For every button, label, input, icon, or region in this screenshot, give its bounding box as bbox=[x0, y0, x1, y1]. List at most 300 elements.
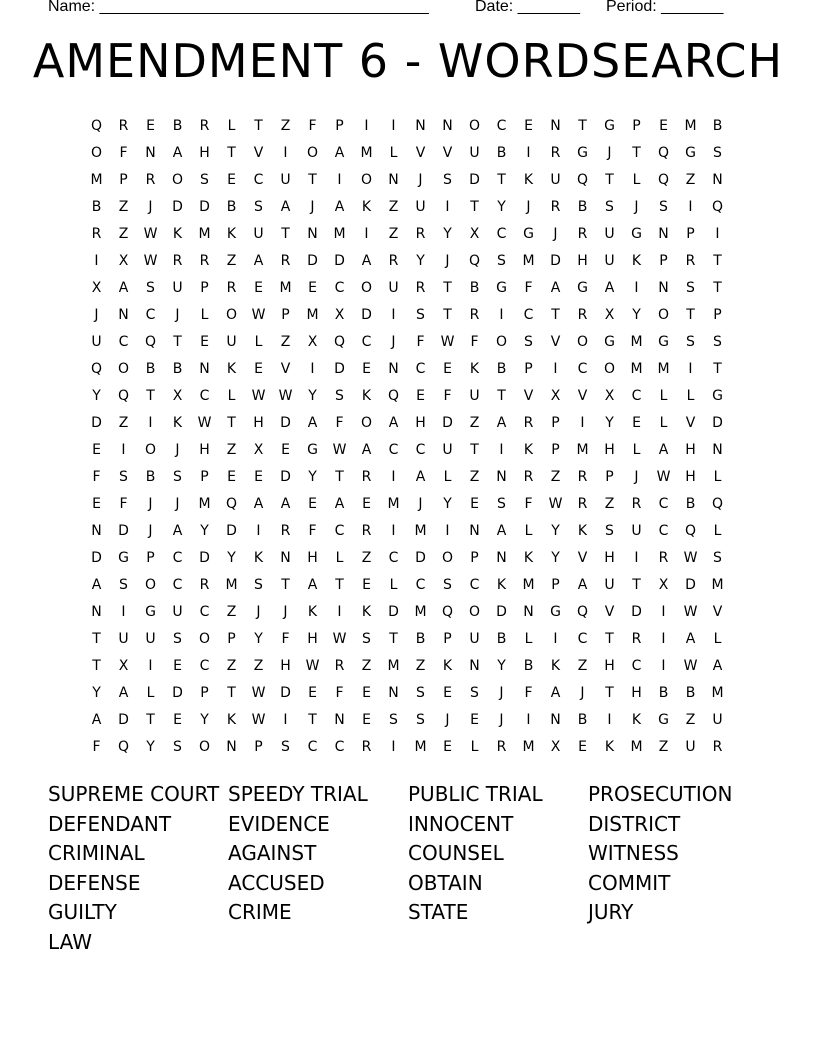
grid-letter: I bbox=[391, 117, 396, 134]
grid-letter: G bbox=[550, 603, 561, 620]
grid-letter: R bbox=[280, 522, 291, 539]
grid-letter: L bbox=[200, 306, 209, 323]
grid-letter: V bbox=[523, 387, 534, 404]
grid-letter: I bbox=[364, 117, 369, 134]
grid-letter: T bbox=[686, 306, 695, 323]
grid-letter: U bbox=[415, 198, 426, 215]
grid-letter: I bbox=[634, 549, 639, 566]
grid-letter: B bbox=[226, 198, 237, 215]
grid-letter: N bbox=[388, 171, 399, 188]
grid-letter: X bbox=[550, 738, 561, 755]
grid-letter: E bbox=[200, 333, 209, 350]
grid-letter: A bbox=[334, 198, 345, 215]
grid-letter: O bbox=[468, 117, 481, 134]
grid-letter: S bbox=[416, 711, 425, 728]
grid-letter: V bbox=[253, 144, 264, 161]
grid-letter: K bbox=[523, 441, 534, 458]
grid-letter: R bbox=[91, 225, 102, 242]
grid-letter: U bbox=[604, 225, 615, 242]
grid-letter: G bbox=[631, 225, 642, 242]
grid-letter: Z bbox=[550, 468, 561, 485]
grid-letter: R bbox=[550, 198, 561, 215]
grid-letter: E bbox=[281, 441, 290, 458]
grid-letter: B bbox=[469, 279, 480, 296]
grid-letter: E bbox=[173, 711, 182, 728]
grid-letter: Y bbox=[227, 549, 236, 566]
grid-letter: T bbox=[578, 117, 587, 134]
grid-letter: H bbox=[415, 414, 426, 431]
grid-letter: C bbox=[577, 360, 588, 377]
grid-letter: E bbox=[362, 711, 371, 728]
grid-letter: T bbox=[605, 630, 614, 647]
grid-letter: A bbox=[118, 684, 129, 701]
grid-letter: P bbox=[605, 468, 614, 485]
grid-letter: C bbox=[253, 171, 264, 188]
grid-letter: M bbox=[387, 657, 400, 674]
grid-letter: A bbox=[685, 630, 696, 647]
grid-letter: X bbox=[118, 252, 129, 269]
grid-letter: A bbox=[280, 198, 291, 215]
grid-letter: R bbox=[415, 279, 426, 296]
grid-letter: Z bbox=[388, 225, 399, 242]
grid-letter: Y bbox=[551, 522, 560, 539]
grid-letter: D bbox=[307, 252, 318, 269]
grid-letter: S bbox=[146, 279, 155, 296]
grid-letter: L bbox=[713, 468, 722, 485]
grid-letter: I bbox=[661, 630, 666, 647]
grid-letter: E bbox=[443, 684, 452, 701]
grid-letter: M bbox=[522, 738, 535, 755]
grid-letter: S bbox=[362, 630, 371, 647]
grid-letter: D bbox=[550, 252, 561, 269]
word-list-item: COUNSEL bbox=[408, 841, 504, 865]
grid-letter: E bbox=[254, 360, 263, 377]
grid-letter: Y bbox=[551, 549, 560, 566]
grid-letter: Y bbox=[92, 387, 101, 404]
grid-letter: Y bbox=[254, 630, 263, 647]
grid-letter: A bbox=[307, 414, 318, 431]
grid-letter: A bbox=[361, 252, 372, 269]
grid-letter: P bbox=[281, 306, 290, 323]
grid-letter: R bbox=[469, 306, 480, 323]
grid-letter: J bbox=[445, 711, 450, 728]
grid-letter: C bbox=[469, 576, 480, 593]
grid-letter: M bbox=[630, 333, 643, 350]
grid-letter: R bbox=[577, 468, 588, 485]
grid-letter: D bbox=[388, 603, 399, 620]
grid-letter: I bbox=[607, 711, 612, 728]
grid-letter: K bbox=[226, 360, 237, 377]
grid-letter: N bbox=[145, 144, 156, 161]
grid-letter: A bbox=[550, 684, 561, 701]
grid-letter: Y bbox=[92, 684, 101, 701]
grid-letter: Z bbox=[388, 198, 399, 215]
grid-letter: S bbox=[686, 279, 695, 296]
grid-letter: I bbox=[283, 711, 288, 728]
grid-letter: U bbox=[172, 603, 183, 620]
grid-letter: K bbox=[361, 603, 372, 620]
grid-letter: Y bbox=[308, 468, 317, 485]
grid-letter: A bbox=[91, 711, 102, 728]
grid-letter: Z bbox=[118, 414, 129, 431]
grid-letter: J bbox=[418, 171, 423, 188]
grid-letter: J bbox=[526, 198, 531, 215]
grid-letter: P bbox=[470, 549, 479, 566]
grid-letter: Y bbox=[443, 495, 452, 512]
grid-letter: Z bbox=[415, 657, 426, 674]
grid-letter: C bbox=[388, 441, 399, 458]
grid-letter: B bbox=[523, 657, 534, 674]
grid-letter: W bbox=[683, 657, 698, 674]
grid-letter: M bbox=[306, 306, 319, 323]
word-list-item: DEFENDANT bbox=[48, 811, 172, 836]
grid-letter: L bbox=[443, 468, 452, 485]
grid-letter: D bbox=[685, 576, 696, 593]
grid-letter: A bbox=[172, 522, 183, 539]
grid-letter: S bbox=[713, 333, 722, 350]
grid-letter: D bbox=[280, 468, 291, 485]
grid-letter: Z bbox=[685, 171, 696, 188]
grid-letter: C bbox=[334, 522, 345, 539]
grid-letter: R bbox=[577, 495, 588, 512]
grid-letter: B bbox=[577, 198, 588, 215]
grid-letter: N bbox=[280, 549, 291, 566]
grid-letter: B bbox=[577, 711, 588, 728]
grid-letter: K bbox=[172, 225, 183, 242]
grid-letter: M bbox=[711, 576, 724, 593]
grid-letter: M bbox=[225, 576, 238, 593]
grid-letter: R bbox=[199, 117, 210, 134]
grid-letter: W bbox=[332, 441, 347, 458]
grid-letter: N bbox=[199, 360, 210, 377]
grid-letter: N bbox=[712, 171, 723, 188]
grid-letter: I bbox=[391, 522, 396, 539]
grid-letter: B bbox=[172, 117, 183, 134]
grid-letter: E bbox=[92, 495, 101, 512]
grid-letter: D bbox=[280, 684, 291, 701]
grid-letter: U bbox=[226, 333, 237, 350]
grid-letter: J bbox=[175, 306, 180, 323]
grid-letter: P bbox=[632, 117, 641, 134]
grid-letter: P bbox=[200, 279, 209, 296]
grid-letter: S bbox=[605, 522, 614, 539]
grid-letter: A bbox=[253, 252, 264, 269]
grid-letter: Y bbox=[497, 657, 506, 674]
grid-letter: U bbox=[172, 279, 183, 296]
grid-letter: E bbox=[659, 117, 668, 134]
grid-letter: D bbox=[631, 603, 642, 620]
grid-letter: R bbox=[712, 738, 723, 755]
word-list-item: LAW bbox=[48, 929, 92, 954]
grid-letter: X bbox=[118, 657, 129, 674]
grid-letter: L bbox=[335, 549, 344, 566]
grid-letter: T bbox=[308, 711, 317, 728]
grid-letter: X bbox=[307, 333, 318, 350]
grid-letter: R bbox=[226, 279, 237, 296]
grid-letter: V bbox=[550, 333, 561, 350]
grid-letter: E bbox=[578, 738, 587, 755]
grid-letter: R bbox=[550, 144, 561, 161]
grid-letter: A bbox=[388, 414, 399, 431]
grid-letter: C bbox=[415, 576, 426, 593]
grid-letter: C bbox=[199, 387, 210, 404]
grid-letter: V bbox=[685, 414, 696, 431]
grid-letter: E bbox=[470, 495, 479, 512]
grid-letter: Z bbox=[118, 198, 129, 215]
grid-letter: B bbox=[712, 117, 723, 134]
grid-letter: U bbox=[253, 225, 264, 242]
grid-letter: U bbox=[280, 171, 291, 188]
grid-letter: E bbox=[146, 117, 155, 134]
grid-letter: Z bbox=[226, 441, 237, 458]
grid-letter: S bbox=[119, 468, 128, 485]
grid-letter: C bbox=[523, 306, 534, 323]
grid-letter: N bbox=[658, 225, 669, 242]
grid-letter: I bbox=[688, 198, 693, 215]
grid-letter: A bbox=[415, 468, 426, 485]
grid-letter: S bbox=[200, 171, 209, 188]
grid-letter: K bbox=[550, 657, 561, 674]
grid-letter: O bbox=[603, 360, 616, 377]
grid-letter: S bbox=[443, 171, 452, 188]
grid-letter: C bbox=[496, 117, 507, 134]
grid-letter: O bbox=[441, 549, 454, 566]
grid-letter: P bbox=[146, 549, 155, 566]
grid-letter: E bbox=[524, 117, 533, 134]
grid-letter: S bbox=[416, 306, 425, 323]
grid-letter: E bbox=[227, 468, 236, 485]
grid-letter: B bbox=[415, 630, 426, 647]
grid-letter: R bbox=[199, 576, 210, 593]
grid-letter: V bbox=[442, 144, 453, 161]
grid-letter: V bbox=[604, 603, 615, 620]
grid-letter: T bbox=[632, 576, 641, 593]
grid-letter: O bbox=[306, 144, 319, 161]
grid-letter: A bbox=[307, 576, 318, 593]
grid-letter: W bbox=[332, 630, 347, 647]
grid-letter: U bbox=[631, 522, 642, 539]
grid-letter: B bbox=[91, 198, 102, 215]
name-field: Name: _____________________________________ bbox=[48, 0, 429, 15]
grid-letter: P bbox=[524, 360, 533, 377]
word-list-item: INNOCENT bbox=[408, 811, 514, 836]
grid-letter: C bbox=[199, 603, 210, 620]
grid-letter: D bbox=[280, 414, 291, 431]
grid-letter: G bbox=[577, 144, 588, 161]
grid-letter: E bbox=[227, 171, 236, 188]
grid-letter: N bbox=[469, 657, 480, 674]
grid-letter: R bbox=[631, 495, 642, 512]
grid-letter: I bbox=[499, 441, 504, 458]
grid-letter: T bbox=[92, 630, 101, 647]
grid-letter: A bbox=[361, 441, 372, 458]
grid-letter: J bbox=[607, 144, 612, 161]
letter-grid bbox=[83, 112, 731, 760]
grid-letter: C bbox=[631, 657, 642, 674]
grid-letter: R bbox=[361, 522, 372, 539]
grid-letter: M bbox=[711, 684, 724, 701]
grid-letter: K bbox=[577, 522, 588, 539]
grid-letter: T bbox=[389, 630, 398, 647]
grid-letter: Q bbox=[387, 387, 400, 404]
grid-letter: M bbox=[198, 225, 211, 242]
grid-letter: G bbox=[604, 333, 615, 350]
grid-letter: U bbox=[712, 711, 723, 728]
grid-letter: L bbox=[659, 414, 668, 431]
grid-letter: O bbox=[657, 306, 670, 323]
grid-letter: M bbox=[387, 495, 400, 512]
grid-letter: J bbox=[175, 495, 180, 512]
grid-letter: R bbox=[172, 252, 183, 269]
grid-letter: S bbox=[686, 333, 695, 350]
grid-letter: F bbox=[308, 522, 317, 539]
grid-letter: E bbox=[362, 360, 371, 377]
grid-letter: X bbox=[658, 576, 669, 593]
grid-letter: C bbox=[415, 441, 426, 458]
grid-letter: C bbox=[199, 657, 210, 674]
grid-letter: Z bbox=[658, 738, 669, 755]
grid-letter: E bbox=[308, 279, 317, 296]
grid-letter: T bbox=[551, 306, 560, 323]
grid-letter: U bbox=[604, 576, 615, 593]
grid-letter: A bbox=[280, 495, 291, 512]
grid-letter: T bbox=[605, 684, 614, 701]
word-list-item: ACCUSED bbox=[228, 870, 325, 895]
grid-letter: M bbox=[414, 522, 427, 539]
grid-letter: J bbox=[445, 252, 450, 269]
grid-letter: M bbox=[630, 360, 643, 377]
grid-letter: S bbox=[389, 711, 398, 728]
grid-letter: Z bbox=[253, 657, 264, 674]
grid-letter: B bbox=[496, 630, 507, 647]
grid-letter: F bbox=[119, 144, 128, 161]
grid-letter: Y bbox=[200, 522, 209, 539]
grid-letter: R bbox=[280, 252, 291, 269]
grid-letter: O bbox=[90, 144, 103, 161]
grid-letter: E bbox=[416, 387, 425, 404]
grid-letter: R bbox=[658, 549, 669, 566]
grid-letter: Z bbox=[118, 225, 129, 242]
grid-letter: K bbox=[523, 171, 534, 188]
grid-letter: G bbox=[307, 441, 318, 458]
grid-letter: J bbox=[580, 684, 585, 701]
grid-letter: N bbox=[388, 684, 399, 701]
grid-letter: P bbox=[443, 630, 452, 647]
grid-letter: D bbox=[199, 549, 210, 566]
grid-letter: L bbox=[227, 117, 236, 134]
grid-letter: A bbox=[496, 414, 507, 431]
grid-letter: P bbox=[551, 441, 560, 458]
grid-letter: M bbox=[657, 360, 670, 377]
grid-letter: R bbox=[496, 738, 507, 755]
grid-letter: J bbox=[634, 198, 639, 215]
grid-letter: C bbox=[334, 738, 345, 755]
grid-letter: J bbox=[148, 522, 153, 539]
grid-letter: N bbox=[334, 711, 345, 728]
grid-letter: O bbox=[198, 738, 211, 755]
grid-letter: E bbox=[254, 468, 263, 485]
grid-letter: I bbox=[445, 198, 450, 215]
grid-letter: B bbox=[145, 468, 156, 485]
grid-letter: W bbox=[683, 549, 698, 566]
grid-letter: M bbox=[522, 576, 535, 593]
grid-letter: D bbox=[469, 171, 480, 188]
grid-letter: E bbox=[632, 414, 641, 431]
word-list-item: AGAINST bbox=[228, 841, 317, 865]
word-list-item: CRIME bbox=[228, 900, 292, 924]
grid-letter: S bbox=[497, 252, 506, 269]
grid-letter: P bbox=[551, 576, 560, 593]
grid-letter: G bbox=[523, 225, 534, 242]
grid-letter: I bbox=[391, 306, 396, 323]
grid-letter: L bbox=[686, 387, 695, 404]
grid-letter: W bbox=[548, 495, 563, 512]
grid-letter: U bbox=[685, 738, 696, 755]
grid-letter: J bbox=[175, 441, 180, 458]
grid-letter: I bbox=[256, 522, 261, 539]
word-list-item: PUBLIC TRIAL bbox=[408, 782, 543, 806]
grid-letter: N bbox=[658, 279, 669, 296]
grid-letter: E bbox=[254, 279, 263, 296]
grid-letter: J bbox=[499, 684, 504, 701]
grid-letter: X bbox=[604, 306, 615, 323]
grid-letter: T bbox=[281, 576, 290, 593]
grid-letter: B bbox=[685, 684, 696, 701]
grid-letter: C bbox=[307, 738, 318, 755]
grid-letter: A bbox=[91, 576, 102, 593]
grid-letter: E bbox=[92, 441, 101, 458]
grid-letter: Q bbox=[90, 360, 103, 377]
grid-letter: B bbox=[145, 360, 156, 377]
grid-letter: O bbox=[144, 441, 157, 458]
grid-letter: Q bbox=[576, 171, 589, 188]
grid-letter: Z bbox=[469, 468, 480, 485]
grid-letter: C bbox=[658, 495, 669, 512]
grid-letter: Z bbox=[685, 711, 696, 728]
grid-letter: Q bbox=[441, 603, 454, 620]
grid-letter: N bbox=[118, 306, 129, 323]
grid-letter: T bbox=[497, 387, 506, 404]
grid-letter: R bbox=[199, 252, 210, 269]
word-list-item: COMMIT bbox=[588, 870, 671, 895]
grid-letter: I bbox=[580, 414, 585, 431]
grid-letter: I bbox=[526, 144, 531, 161]
grid-letter: H bbox=[685, 441, 696, 458]
grid-letter: T bbox=[713, 279, 722, 296]
grid-letter: L bbox=[146, 684, 155, 701]
grid-letter: P bbox=[551, 414, 560, 431]
grid-letter: I bbox=[445, 522, 450, 539]
grid-letter: A bbox=[118, 279, 129, 296]
grid-letter: R bbox=[145, 171, 156, 188]
grid-letter: Q bbox=[657, 171, 670, 188]
grid-letter: W bbox=[305, 657, 320, 674]
grid-letter: W bbox=[251, 306, 266, 323]
grid-letter: R bbox=[577, 306, 588, 323]
grid-letter: C bbox=[658, 522, 669, 539]
grid-letter: R bbox=[685, 252, 696, 269]
grid-letter: T bbox=[281, 225, 290, 242]
grid-letter: W bbox=[143, 252, 158, 269]
grid-letter: H bbox=[604, 441, 615, 458]
grid-letter: J bbox=[148, 495, 153, 512]
grid-letter: G bbox=[145, 603, 156, 620]
grid-letter: J bbox=[391, 333, 396, 350]
grid-letter: Z bbox=[577, 657, 588, 674]
grid-letter: I bbox=[94, 252, 99, 269]
grid-letter: G bbox=[577, 279, 588, 296]
grid-letter: E bbox=[308, 684, 317, 701]
